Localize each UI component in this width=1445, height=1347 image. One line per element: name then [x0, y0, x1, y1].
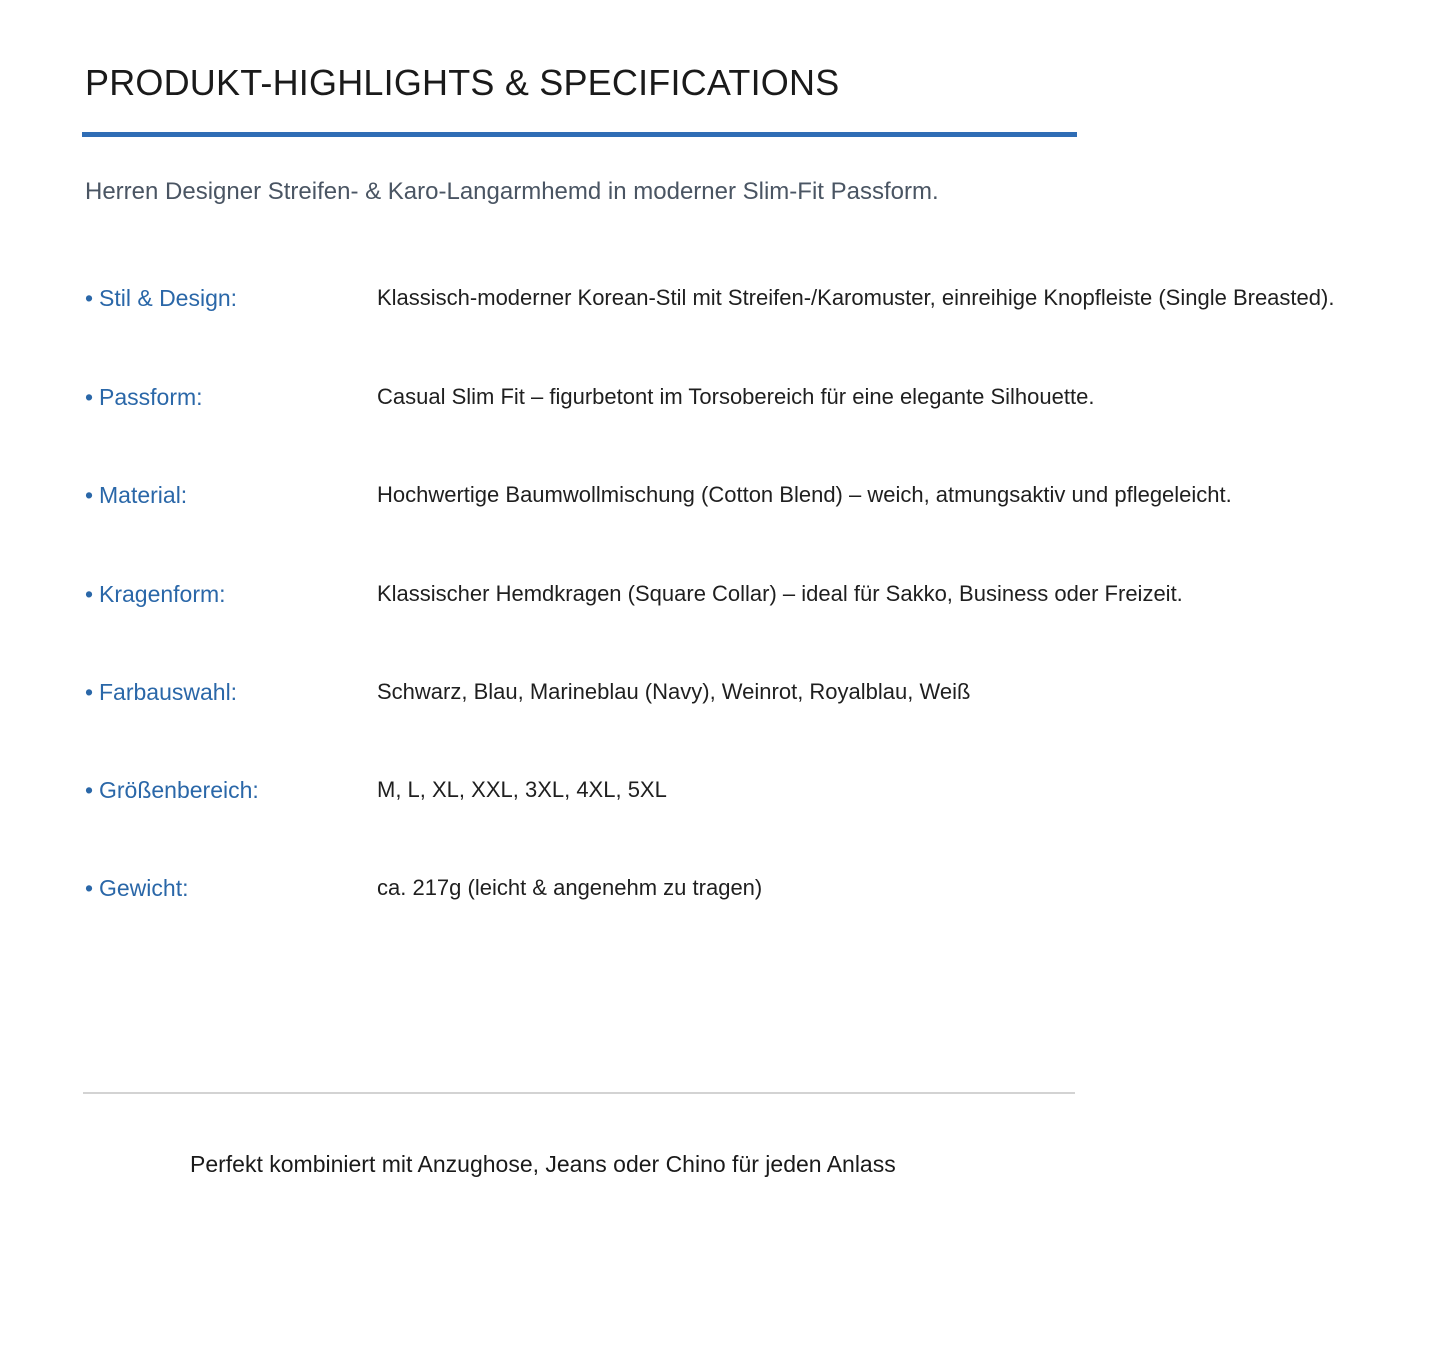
- spec-value: Casual Slim Fit – figurbetont im Torsobereich für eine elegante Silhouette.: [377, 384, 1095, 409]
- spec-label: [85, 381, 203, 413]
- spec-value: Hochwertige Baumwollmischung (Cotton Blend) – weich, atmungsaktiv und pflegeleicht.: [377, 482, 1232, 507]
- spec-label-text: Kragenform:: [99, 581, 226, 607]
- spec-value: M, L, XL, XXL, 3XL, 4XL, 5XL: [377, 777, 667, 802]
- spec-label-text: Gewicht:: [99, 875, 189, 901]
- bullet-icon: •: [85, 482, 94, 508]
- spec-label-text: Größenbereich:: [99, 777, 259, 803]
- spec-row-weight: [85, 872, 1435, 904]
- bullet-icon: •: [85, 285, 94, 311]
- footer-note: Perfekt kombiniert mit Anzughose, Jeans oder Chino für jeden Anlass: [190, 1151, 896, 1177]
- spec-value: Klassisch-moderner Korean-Stil mit Streifen-/Karomuster, einreihige Knopfleiste (Single Breasted).: [377, 285, 1335, 310]
- spec-row-fit: [85, 381, 1435, 413]
- spec-value: Klassischer Hemdkragen (Square Collar) – ideal für Sakko, Business oder Freizeit.: [377, 581, 1183, 606]
- page-title: PRODUKT-HIGHLIGHTS & SPECIFICATIONS: [85, 62, 840, 103]
- spec-label: [85, 282, 237, 314]
- spec-row-material: [85, 479, 1435, 511]
- spec-row-sizes: [85, 774, 1435, 806]
- spec-row-collar: [85, 578, 1435, 610]
- spec-label-text: Passform:: [99, 384, 203, 410]
- spec-label-text: Stil & Design:: [99, 285, 238, 311]
- product-subtitle: Herren Designer Streifen- & Karo-Langarmhemd in moderner Slim-Fit Passform.: [85, 178, 939, 205]
- spec-label: [85, 479, 187, 511]
- bullet-icon: •: [85, 581, 94, 607]
- spec-label: [85, 578, 226, 610]
- footer-divider: [83, 1092, 1075, 1094]
- spec-row-style: [85, 282, 1435, 314]
- spec-row-colors: [85, 676, 1435, 708]
- bullet-icon: •: [85, 679, 94, 705]
- spec-label-text: Material:: [99, 482, 188, 508]
- bullet-icon: •: [85, 384, 94, 410]
- spec-value: ca. 217g (leicht & angenehm zu tragen): [377, 875, 763, 900]
- bullet-icon: •: [85, 875, 94, 901]
- spec-label: [85, 676, 237, 708]
- spec-list: [85, 0, 1435, 1000]
- spec-label: [85, 774, 259, 806]
- spec-label-text: Farbauswahl:: [99, 679, 238, 705]
- spec-value: Schwarz, Blau, Marineblau (Navy), Weinrot, Royalblau, Weiß: [377, 679, 971, 704]
- bullet-icon: •: [85, 777, 94, 803]
- spec-label: [85, 872, 188, 904]
